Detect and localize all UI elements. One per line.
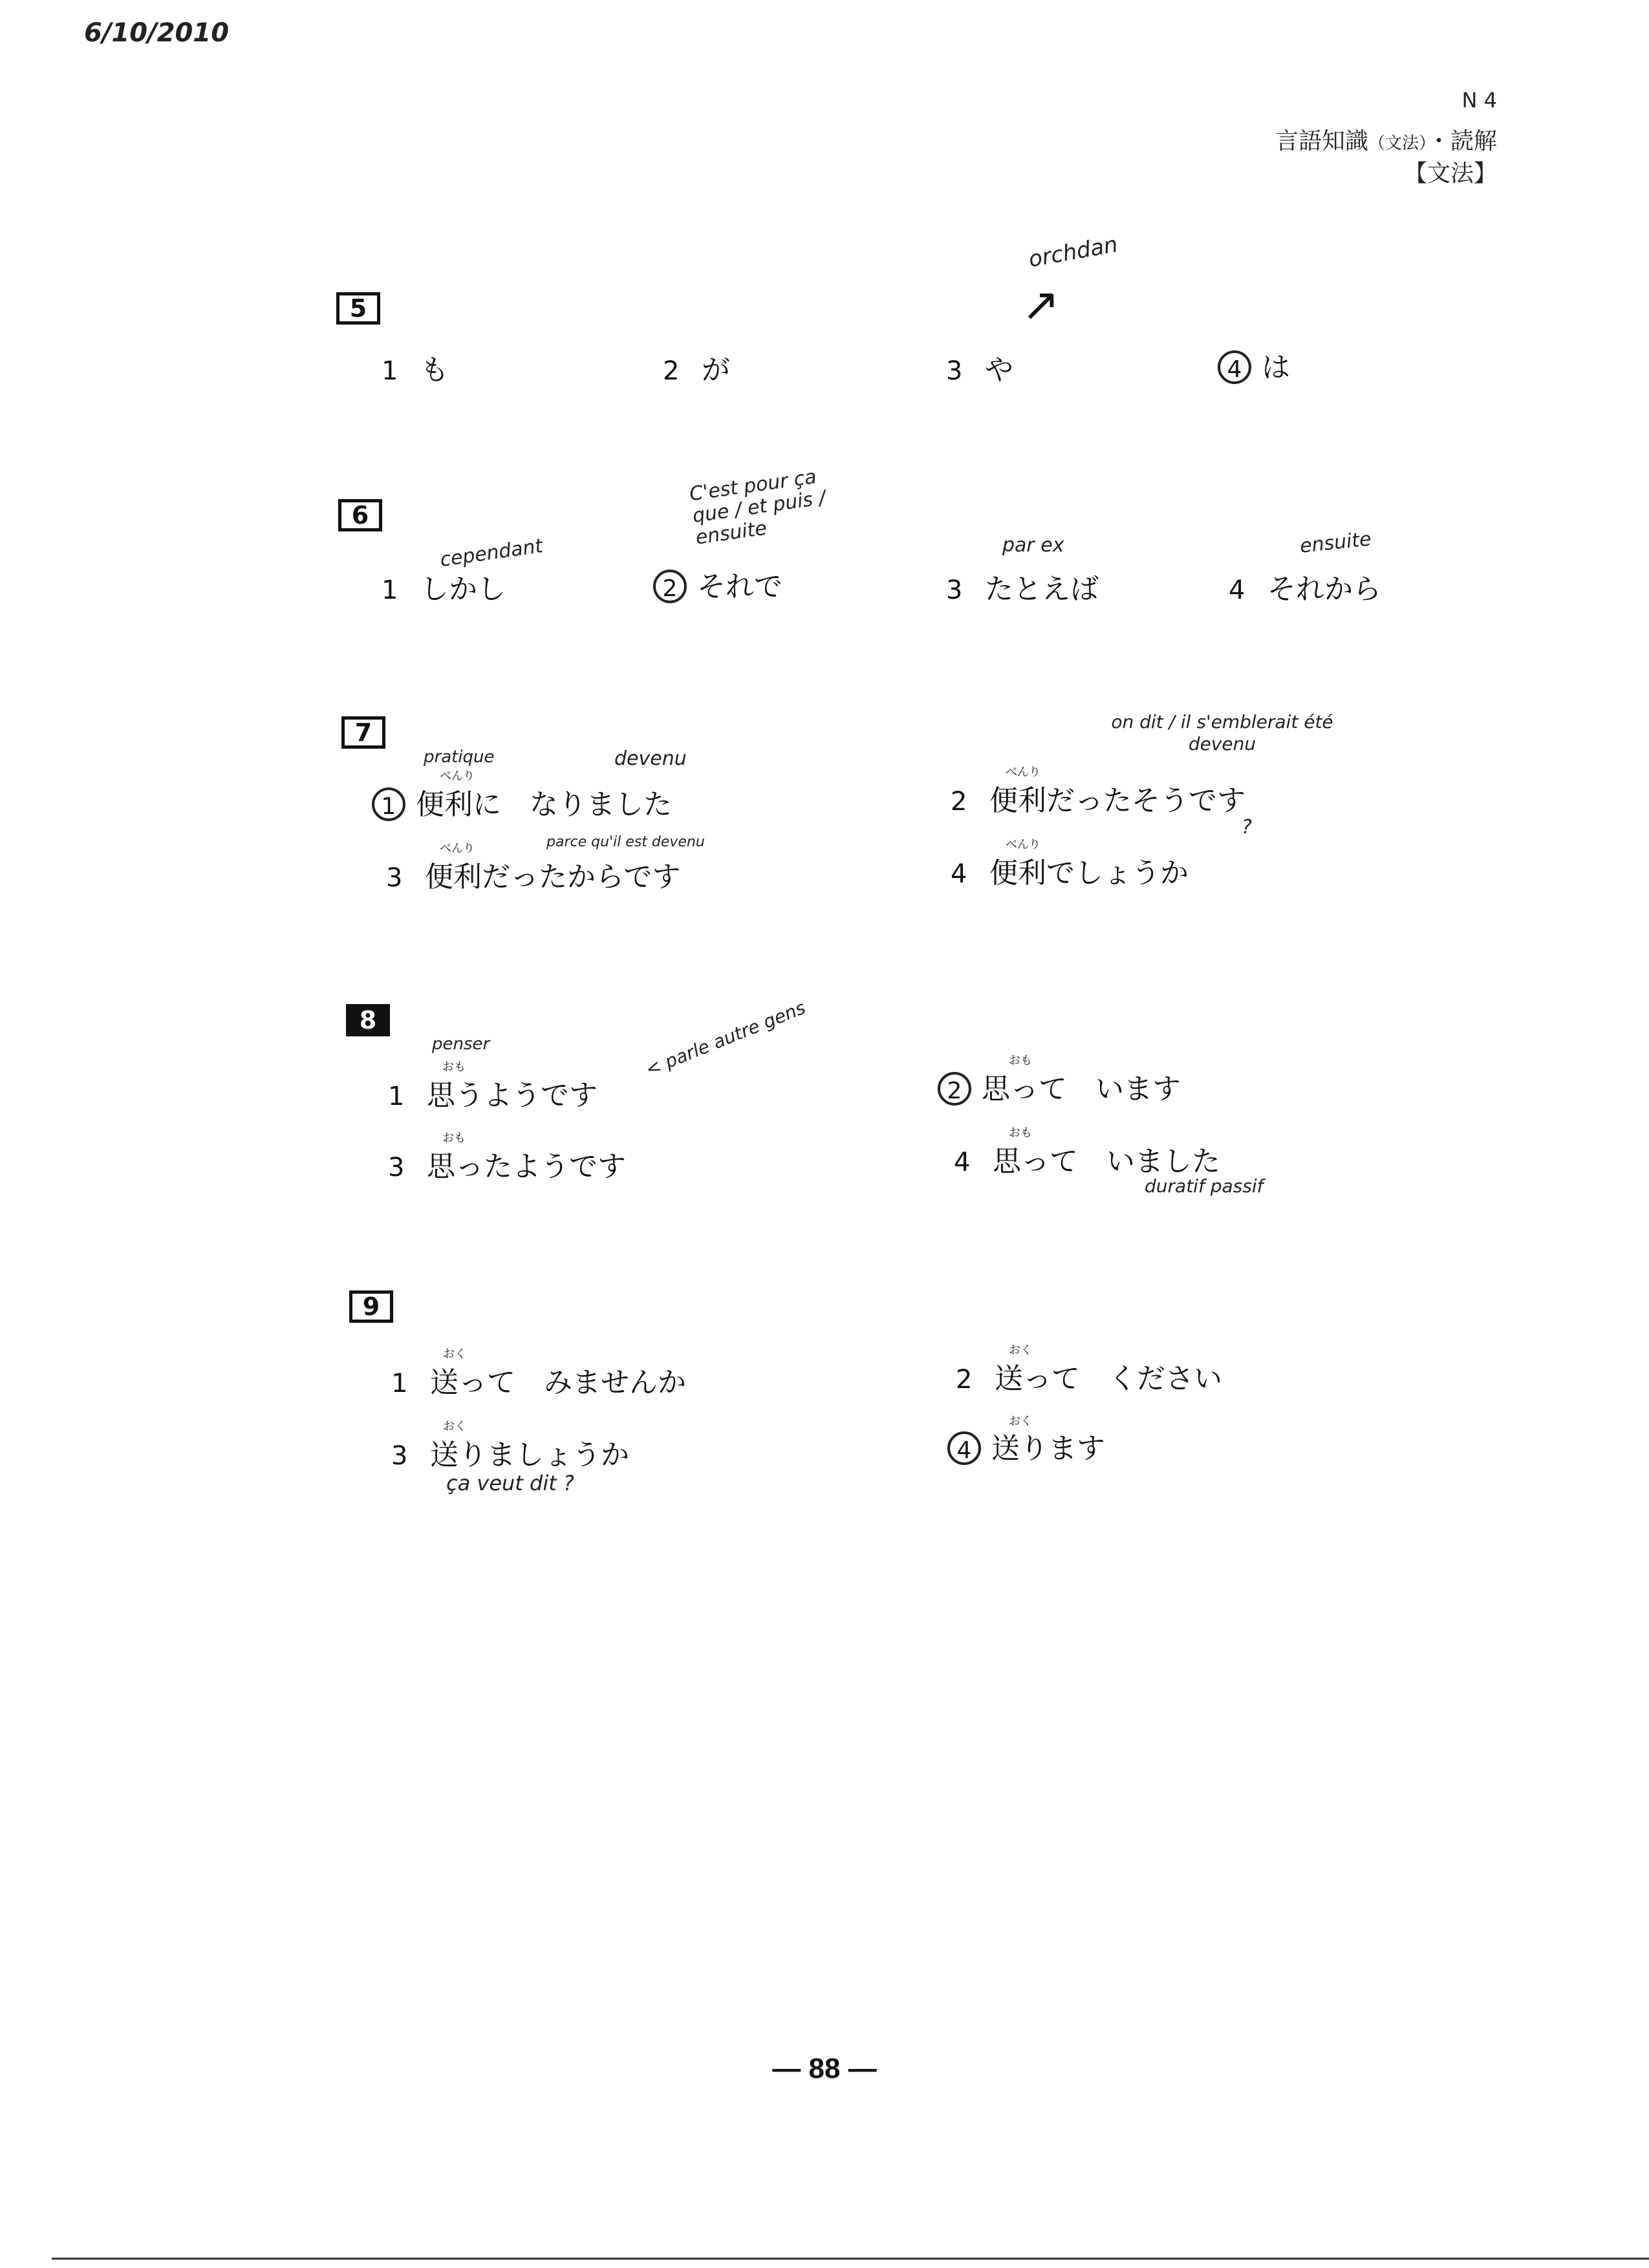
circled-answer: 4: [947, 1431, 981, 1465]
option[interactable]: 1 思うようです: [388, 1079, 598, 1112]
page-number: — 88 —: [772, 2053, 877, 2084]
furigana: おも: [442, 1060, 466, 1074]
handwritten-note: cependant: [438, 535, 544, 572]
handwritten-note: penser: [432, 1034, 490, 1054]
handwritten-note: parce qu'il est devenu: [546, 834, 705, 850]
furigana: おも: [442, 1131, 466, 1145]
level-label: N 4: [1461, 88, 1497, 112]
section-title: 言語知識（文法）・読解: [1275, 128, 1497, 155]
furigana: おく: [1009, 1343, 1032, 1357]
circled-answer: 1: [372, 787, 405, 821]
option[interactable]: 4 便利でしょうか: [951, 857, 1189, 890]
option-selected[interactable]: 1 便利に なりました: [372, 781, 672, 822]
option[interactable]: 1 しかし: [382, 573, 506, 606]
option[interactable]: 3 たとえば: [946, 573, 1099, 606]
option-selected[interactable]: 2 それで: [653, 563, 782, 604]
arrow-up-icon: ↗: [1022, 278, 1060, 331]
furigana: べんり: [440, 769, 475, 783]
handwritten-date: 6/10/2010: [84, 18, 230, 48]
option[interactable]: 2 送って ください: [956, 1362, 1222, 1395]
option-selected[interactable]: 2 思って います: [938, 1065, 1181, 1107]
furigana: べんり: [1006, 838, 1040, 851]
handwritten-note: par ex: [1002, 534, 1064, 557]
circled-answer: 2: [938, 1072, 971, 1106]
furigana: おく: [443, 1347, 466, 1361]
handwritten-note: duratif passif: [1145, 1175, 1264, 1197]
furigana: べんり: [1006, 765, 1040, 779]
handwritten-note: ça veut dit ?: [446, 1471, 574, 1495]
option[interactable]: 3 思ったようです: [388, 1150, 626, 1183]
option-selected[interactable]: 4 送ります: [947, 1425, 1105, 1466]
handwritten-note: C'est pour ça que / et puis / ensuite: [688, 465, 827, 550]
furigana: おく: [1009, 1415, 1032, 1428]
circled-answer: 2: [653, 570, 687, 603]
handwritten-note: < parle autre gens: [642, 996, 809, 1081]
furigana: べんり: [440, 842, 475, 855]
handwritten-note: ensuite: [1299, 528, 1373, 558]
handwritten-note: on dit / il s'emblerait été devenu: [1111, 711, 1333, 754]
question-number-box: 9: [349, 1290, 393, 1323]
handwritten-note: orchdan: [1026, 231, 1120, 273]
question-number-box: 7: [341, 716, 385, 749]
option[interactable]: 2 便利だったそうです: [951, 784, 1245, 817]
question-number-box: 6: [338, 499, 382, 531]
option[interactable]: 3 や: [946, 354, 1013, 387]
option[interactable]: 1 も: [382, 354, 449, 387]
question-number-box: 5: [336, 292, 380, 325]
furigana: おも: [1009, 1054, 1032, 1067]
circled-answer: 4: [1218, 350, 1251, 384]
question-number-box: 8: [346, 1004, 390, 1036]
option-selected[interactable]: 4 は: [1218, 344, 1290, 385]
option[interactable]: 4 それから: [1229, 573, 1381, 606]
option[interactable]: 2 が: [663, 354, 730, 387]
handwritten-note: pratique: [424, 747, 495, 767]
option[interactable]: 4 思って いました: [954, 1145, 1220, 1178]
handwritten-note: devenu: [614, 747, 687, 770]
handwritten-note: ?: [1242, 816, 1252, 839]
subsection-title: 【文法】: [1403, 160, 1497, 187]
furigana: おも: [1009, 1126, 1032, 1140]
option[interactable]: 3 送りましょうか: [391, 1439, 629, 1471]
bottom-divider: [52, 2258, 1649, 2260]
furigana: おく: [443, 1420, 466, 1433]
option[interactable]: 3 便利だったからです: [386, 861, 681, 893]
option[interactable]: 1 送って みませんか: [391, 1366, 686, 1399]
